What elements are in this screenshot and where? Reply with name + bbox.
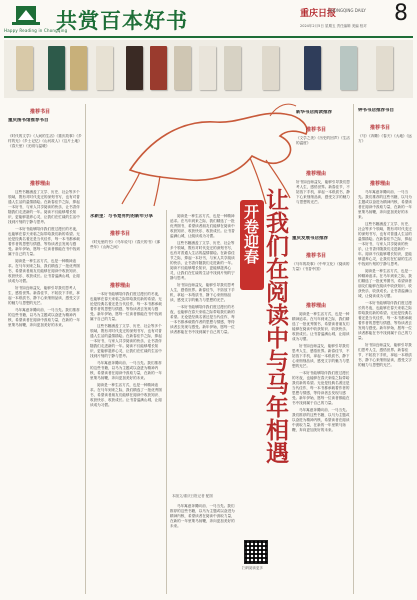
c1-paragraph: 马年寓意奔腾向前、一马当先。我们推荐的这些书籍，以马为主题或以奋进为精神内核，希望读者在阅读中汲取力量，在新的一年里策马扬鞭，奔向更加美好的未来。 <box>8 308 80 327</box>
c2-subhead: 永新里：与书宽有约的新年分享 <box>90 214 153 219</box>
qr-caption: 扫码阅读更多 <box>242 566 263 570</box>
qr-code[interactable] <box>244 540 268 564</box>
c4-article <box>292 312 350 592</box>
c2-article <box>90 292 162 592</box>
book-cover <box>199 46 216 90</box>
c4-paragraph: 马年寓意奔腾向前、一马当先。我们推荐的这些书籍，以马为主题或以奋进为精神内核，希望读者在阅读中汲取力量，在新的一年里策马扬鞭，奔向更加美好的未来。 <box>292 408 350 432</box>
book-cover <box>304 46 321 90</box>
c3-paragraph: 一本好书能够陪伴我们度过漫长的冬夜，也能够在春天来临之际带给我们新的希望。无论是经典名著还是当代佳作，每一本书都承载着作者的思想与情感，等待读者去发现与感受。新年伊始，愿每一位读者都能在书中找到属于自己的力量。 <box>170 305 235 334</box>
header-rule <box>4 36 413 38</box>
c6-booklist: 《马》《奔腾》《春天》《大地》《远方》 <box>358 134 412 143</box>
masthead-en: CHONGQING DAILY <box>328 8 366 13</box>
logo-caption: Happy Reading in Chongqing <box>4 28 68 33</box>
c3-article <box>170 214 236 490</box>
page-header <box>0 0 417 40</box>
column-rule <box>166 210 167 594</box>
logo-icon <box>6 4 46 28</box>
book-cover <box>376 46 393 90</box>
book-cover <box>96 46 113 90</box>
c1-subhead: 重庆图书馆推荐书目 <box>8 118 49 123</box>
c2-booklist: 《时光里的书》《马年说马》《春天的书》《那些年》《山海之间》 <box>90 240 161 249</box>
c4-reason-kicker: 推荐理由 <box>306 303 327 309</box>
book-cover <box>16 46 33 90</box>
book-cover <box>48 46 65 90</box>
c6-kicker: 推荐书目 <box>370 125 391 131</box>
c2-reason-kicker: 推荐理由 <box>110 283 131 289</box>
c2-paragraph: 阅读是一种生活方式，也是一种精神追求。在马年到来之际，我们精选了一批优秀图书，希望读者朋友们能够在阅读中收获知识、收获快乐、收获成长。让书香溢满山城，让阅读成为习惯。 <box>90 383 162 407</box>
c1-booklist: 《时代的文学》《人间的生活》《重庆故事》《乡村的光》《乡土记忆》《山河故人》《这片土地》《春天里》《光明与温暖》 <box>8 134 82 148</box>
dateline: 2024年2月5日 星期五 责任编辑 美编 校对 <box>300 24 367 28</box>
c4-paragraph: 阅读是一种生活方式，也是一种精神追求。在马年到来之际，我们精选了一批优秀图书，希望读者朋友们能够在阅读中收获知识、收获快乐、收获成长。让书香溢满山城，让阅读成为习惯。 <box>292 312 350 341</box>
c5-subhead: 新华书店阅读推荐 <box>296 110 332 115</box>
c6-article <box>358 190 412 592</box>
c1-article <box>8 190 82 586</box>
book-cover <box>174 46 191 90</box>
book-cover <box>224 46 241 90</box>
c3-paragraph: 好书如良师益友，能够引导我们思考人生，感悟世界。新春佳节，不妨放下手机，拿起一本纸质书，静下心来细细品读，感受文字的魅力与思想的光芒。 <box>170 283 235 302</box>
c6-subhead: 钟书书店推荐书目 <box>358 108 394 113</box>
page-number: 8 <box>394 1 408 26</box>
c4-paragraph: 一本好书能够陪伴我们度过漫长的冬夜，也能够在春天来临之际带给我们新的希望。无论是经典名著还是当代佳作，每一本书都承载着作者的思想与情感，等待读者去发现与感受。新年伊始，愿每一位读者都能在书中找到属于自己的力量。 <box>292 371 350 405</box>
c4-paragraph: 好书如良师益友，能够引导我们思考人生，感悟世界。新春佳节，不妨放下手机，拿起一本纸质书，静下心来细细品读，感受文字的魅力与思想的光芒。 <box>292 344 350 368</box>
c5-booklist: 《文学之美》《历史的回声》《生活的温度》 <box>296 136 350 145</box>
c6-paragraph: 马年寓意奔腾向前、一马当先。我们推荐的这些书籍，以马为主题或以奋进为精神内核，希望读者在阅读中汲取力量，在新的一年里策马扬鞭，奔向更加美好的未来。 <box>358 190 412 219</box>
book-cover <box>70 46 87 90</box>
headline: 让我们在阅读中与马年相遇 <box>262 188 289 464</box>
c1-paragraph: 好书如良师益友，能够引导我们思考人生，感悟世界。新春佳节，不妨放下手机，拿起一本纸质书，静下心来细细品读，感受文字的魅力与思想的光芒。 <box>8 286 80 305</box>
section-title: 共赏百本好书 <box>56 8 188 33</box>
c3-paragraph: 阅读是一种生活方式，也是一种精神追求。在马年到来之际，我们精选了一批优秀图书，希望读者朋友们能够在阅读中收获知识、收获快乐、收获成长。让书香溢满山城，让阅读成为习惯。 <box>170 214 235 238</box>
c3-paragraph: 马年寓意奔腾向前、一马当先。我们推荐的这些书籍，以马为主题或以奋进为精神内核，希望读者在阅读中汲取力量，在新的一年里策马扬鞭，奔向更加美好的未来。 <box>170 504 235 528</box>
c1-kicker: 推荐书目 <box>30 109 51 115</box>
c2-paragraph: 一本好书能够陪伴我们度过漫长的冬夜，也能够在春天来临之际带给我们新的希望。无论是经典名著还是当代佳作，每一本书都承载着作者的思想与情感，等待读者去发现与感受。新年伊始，愿每一位读者都能在书中找到属于自己的力量。 <box>90 292 162 321</box>
c5-article: 好书如良师益友，能够引导我们思考人生，感悟世界。新春佳节，不妨放下手机，拿起一本纸质书，静下心来细细品读，感受文字的魅力与思想的光芒。 <box>296 180 350 204</box>
seal-text: 开卷迎春 <box>242 204 260 264</box>
c2-kicker: 推荐书目 <box>110 231 131 237</box>
column-rule <box>85 104 86 594</box>
c1-paragraph: 阅读是一种生活方式，也是一种精神追求。在马年到来之际，我们精选了一批优秀图书，希望读者朋友们能够在阅读中收获知识、收获快乐、收获成长。让书香溢满山城，让阅读成为习惯。 <box>8 259 80 283</box>
c1-reason-kicker: 推荐理由 <box>30 181 51 187</box>
masthead: 重庆日报 <box>300 9 337 19</box>
c6-paragraph: 这些书籍涵盖了文学、历史、社会等多个领域，既有对时代变迁的深刻书写，也有对普通人生活的温情描绘。在新春佳节之际，捧起一本好书，与家人共享阅读的快乐，让书香伴随我们走进新的一年。阅读不仅能够增长知识，更能够滋养心灵，让我们在忙碌的生活中找到片刻的宁静与思考。 <box>358 222 412 266</box>
book-cover <box>126 46 143 90</box>
c3-paragraph: 这些书籍涵盖了文学、历史、社会等多个领域，既有对时代变迁的深刻书写，也有对普通人生活的温情描绘。在新春佳节之际，捧起一本好书，与家人共享阅读的快乐，让书香伴随我们走进新的一年。阅读不仅能够增长知识，更能够滋养心灵，让我们在忙碌的生活中找到片刻的宁静与思考。 <box>170 241 235 280</box>
c2-paragraph: 马年寓意奔腾向前、一马当先。我们推荐的这些书籍，以马为主题或以奋进为精神内核，希望读者在阅读中汲取力量，在新的一年里策马扬鞭，奔向更加美好的未来。 <box>90 361 162 380</box>
c4-booklist: 《马年的故事》《中华文化》《阅读的力量》《书香中国》 <box>292 262 350 271</box>
c4-kicker: 推荐书目 <box>306 253 327 259</box>
c6-paragraph: 一本好书能够陪伴我们度过漫长的冬夜，也能够在春天来临之际带给我们新的希望。无论是经典名著还是当代佳作，每一本书都承载着作者的思想与情感，等待读者去发现与感受。新年伊始，愿每一位读者都能在书中找到属于自己的力量。 <box>358 301 412 340</box>
c6-reason-kicker: 推荐理由 <box>370 181 391 187</box>
book-cover <box>340 46 357 90</box>
horse-illustration <box>120 100 320 210</box>
c5-kicker: 推荐书目 <box>306 127 327 133</box>
c6-paragraph: 阅读是一种生活方式，也是一种精神追求。在马年到来之际，我们精选了一批优秀图书，希望读者朋友们能够在阅读中收获知识、收获快乐、收获成长。让书香溢满山城，让阅读成为习惯。 <box>358 269 412 298</box>
column-rule <box>353 104 354 594</box>
c6-paragraph: 好书如良师益友，能够引导我们思考人生，感悟世界。新春佳节，不妨放下手机，拿起一本纸质书，静下心来细细品读，感受文字的魅力与思想的光芒。 <box>358 343 412 367</box>
c5-reason-kicker: 推荐理由 <box>306 171 327 177</box>
c1-paragraph: 这些书籍涵盖了文学、历史、社会等多个领域，既有对时代变迁的深刻书写，也有对普通人生活的温情描绘。在新春佳节之际，捧起一本好书，与家人共享阅读的快乐，让书香伴随我们走进新的一年。阅读不仅能够增长知识，更能够滋养心灵，让我们在忙碌的生活中找到片刻的宁静与思考。 <box>8 190 80 224</box>
c4-subhead: 重庆发展书店推荐 <box>292 236 328 241</box>
book-cover <box>262 46 279 90</box>
byline: 本版文/重庆日报记者 配图 <box>172 494 213 498</box>
book-covers-strip <box>4 40 413 98</box>
c2-paragraph: 这些书籍涵盖了文学、历史、社会等多个领域，既有对时代变迁的深刻书写，也有对普通人生活的温情描绘。在新春佳节之际，捧起一本好书，与家人共享阅读的快乐，让书香伴随我们走进新的一年。阅读不仅能够增长知识，更能够滋养心灵，让我们在忙碌的生活中找到片刻的宁静与思考。 <box>90 324 162 358</box>
book-cover <box>150 46 167 90</box>
c3-article-cont <box>170 504 236 592</box>
c1-paragraph: 一本好书能够陪伴我们度过漫长的冬夜，也能够在春天来临之际带给我们新的希望。无论是经典名著还是当代佳作，每一本书都承载着作者的思想与情感，等待读者去发现与感受。新年伊始，愿每一位读者都能在书中找到属于自己的力量。 <box>8 227 80 256</box>
